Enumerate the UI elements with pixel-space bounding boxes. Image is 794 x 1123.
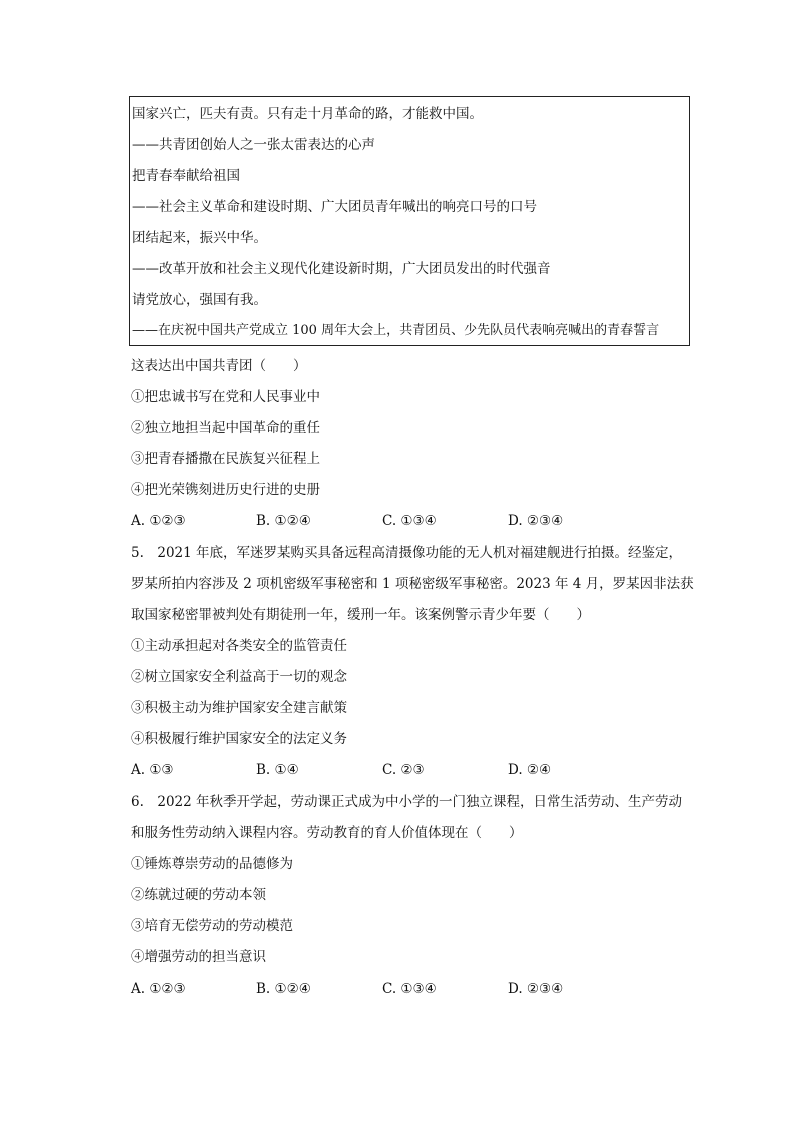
q6-choice-a[interactable]: A. ①②③ — [131, 981, 186, 997]
q5-option[interactable]: ②树立国家安全利益高于一切的观念 — [131, 669, 347, 685]
q5-choice-a[interactable]: A. ①③ — [131, 762, 174, 778]
q5-stem-line: 5. 2021 年底，军迷罗某购买具备远程高清摄像功能的无人机对福建舰进行拍摄。经鉴定， — [131, 545, 683, 561]
q5-choice-c[interactable]: C. ②③ — [382, 762, 425, 778]
quote-line: ——社会主义革命和建设时期、广大团员青年喊出的响亮口号的口号 — [132, 199, 537, 215]
q5-choice-d[interactable]: D. ②④ — [508, 762, 552, 778]
q4-choice-b[interactable]: B. ①②④ — [256, 513, 311, 529]
q4-option[interactable]: ④把光荣镌刻进历史行进的史册 — [131, 482, 320, 498]
q6-option[interactable]: ①锤炼尊崇劳动的品德修为 — [131, 856, 293, 872]
quote-line: 团结起来，振兴中华。 — [132, 230, 267, 246]
q4-option[interactable]: ②独立地担当起中国革命的重任 — [131, 420, 320, 436]
q6-option[interactable]: ②练就过硬的劳动本领 — [131, 887, 266, 903]
q6-choice-b[interactable]: B. ①②④ — [256, 981, 311, 997]
q5-option[interactable]: ④积极履行维护国家安全的法定义务 — [131, 731, 347, 747]
q4-option[interactable]: ③把青春播撒在民族复兴征程上 — [131, 451, 320, 467]
q5-choice-b[interactable]: B. ①④ — [256, 762, 299, 778]
q6-option[interactable]: ③培育无偿劳动的劳动模范 — [131, 918, 293, 934]
q4-choice-c[interactable]: C. ①③④ — [382, 513, 437, 529]
q6-choice-d[interactable]: D. ②③④ — [508, 981, 564, 997]
q6-stem-line: 和服务性劳动纳入课程内容。劳动教育的育人价值体现在（ ） — [131, 825, 523, 841]
q5-stem-line: 罗某所拍内容涉及 2 项机密级军事秘密和 1 项秘密级军事秘密。2023 年 4 月，罗某因非法获 — [131, 576, 694, 592]
quote-line: ——在庆祝中国共产党成立 100 周年大会上，共青团员、少先队员代表响亮喊出的青春誓言 — [132, 323, 660, 338]
q4-stem: 这表达出中国共青团（ ） — [131, 358, 307, 374]
quote-line: 国家兴亡，匹夫有责。只有走十月革命的路，才能救中国。 — [132, 106, 483, 122]
quote-line: ——改革开放和社会主义现代化建设新时期，广大团员发出的时代强音 — [132, 261, 551, 277]
q5-option[interactable]: ③积极主动为维护国家安全建言献策 — [131, 700, 347, 716]
q6-stem-line: 6. 2022 年秋季开学起，劳动课正式成为中小学的一门独立课程，日常生活劳动、生产劳动 — [131, 794, 683, 810]
quote-line: 把青春奉献给祖国 — [132, 168, 240, 184]
q4-option[interactable]: ①把忠诚书写在党和人民事业中 — [131, 389, 320, 405]
q4-choice-a[interactable]: A. ①②③ — [131, 513, 186, 529]
q6-option[interactable]: ④增强劳动的担当意识 — [131, 949, 266, 965]
quote-box — [129, 96, 690, 346]
q5-option[interactable]: ①主动承担起对各类安全的监管责任 — [131, 638, 347, 654]
q5-stem-line: 取国家秘密罪被判处有期徒刑一年，缓刑一年。该案例警示青少年要（ ） — [131, 607, 590, 623]
quote-line: ——共青团创始人之一张太雷表达的心声 — [132, 137, 375, 153]
q6-choice-c[interactable]: C. ①③④ — [382, 981, 437, 997]
q4-choice-d[interactable]: D. ②③④ — [508, 513, 564, 529]
quote-line: 请党放心，强国有我。 — [132, 292, 267, 308]
